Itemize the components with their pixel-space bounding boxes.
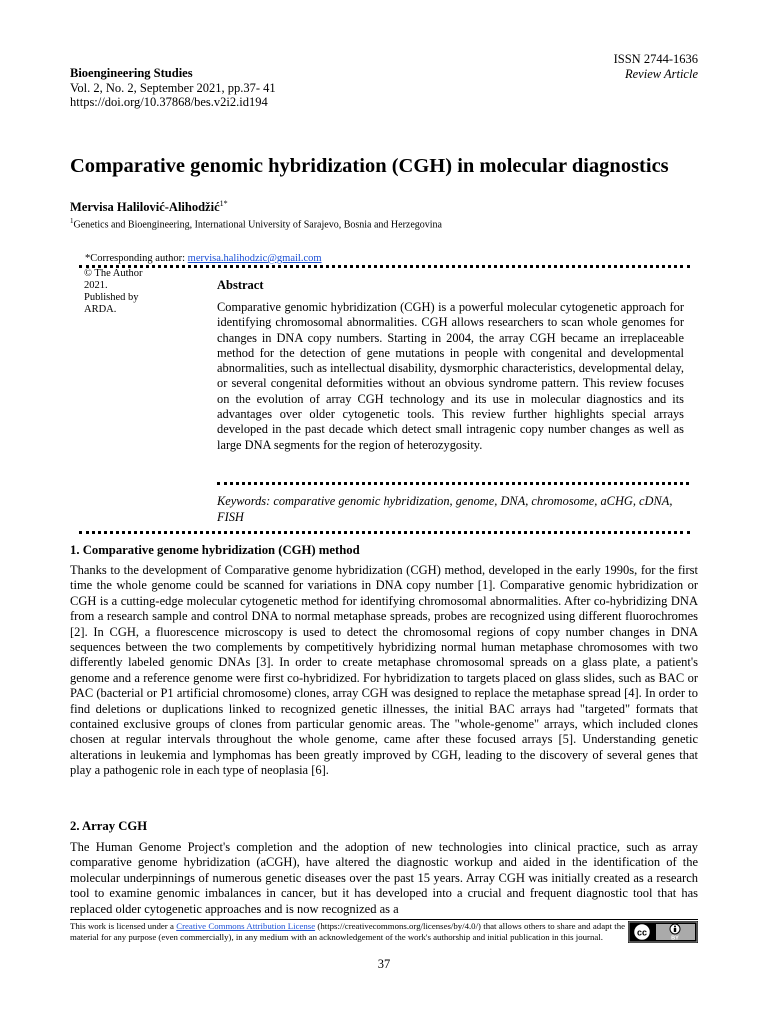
- section-2-body: The Human Genome Project's completion and the adoption of new technologies into clinical practice, such as array comparative genome hybridization (aCGH), have altered the diagnostic workup and aided in the identification of the molecular underpinnings of numerous genetic diseases over the past 15 years. Array CGH was initially created as a research tool to examine genomic imbalances in cancer, but it has developed into a crucial and frequent diagnostic tool that has replaced older cytogenetic approaches and is now recognized as a: [70, 840, 698, 916]
- section-2-heading: 2. Array CGH: [70, 819, 148, 833]
- section-1-heading: 1. Comparative genome hybridization (CGH) method: [70, 543, 360, 557]
- keywords: [217, 493, 687, 525]
- sidebar-line: ARDA.: [84, 304, 117, 315]
- divider-keywords: [217, 482, 689, 485]
- license-notice: [70, 921, 625, 943]
- author-name: Mervisa Halilović-Alihodžić: [70, 200, 220, 215]
- cc-badge-label: BY: [671, 935, 679, 942]
- page-number: 37: [377, 957, 391, 971]
- doi-link[interactable]: https://doi.org/10.37868/bes.v2i2.id194: [70, 95, 268, 109]
- license-prefix: This work is licensed under a: [70, 921, 177, 931]
- footer-rule: [70, 919, 698, 920]
- affiliation-mark: 1: [70, 217, 74, 225]
- license-link[interactable]: Creative Commons Attribution License: [176, 921, 316, 931]
- svg-text:cc: cc: [636, 927, 648, 938]
- sidebar-line: Published by: [84, 292, 139, 303]
- affiliation-text: Genetics and Bioengineering, International University of Sarajevo, Bosnia and Herzegovina: [73, 219, 442, 231]
- article-type: Review Article: [624, 67, 698, 81]
- abstract-heading: Abstract: [217, 278, 264, 292]
- sidebar-line: © The Author: [84, 268, 143, 279]
- section-1-body: Thanks to the development of Comparative genome hybridization (CGH) method, developed in the early 1990s, for the first time the whole genome could be scanned for variations in DNA copy number [1]. Comparative genomic hybridization or CGH is a cutting-edge molecular cytogenetic method for identifying chromosomal abnormalities. After co-hybridizing DNA from a research sample and control DNA to normal metaphase spreads, probes are recognized using different fluorochromes [2]. In CGH, a fluorescence microscopy is used to detect the chromosomal regions of copy number changes in DNA sequences between the two complements by competitively hybridizing normal human metaphase chromosomes with two differently labeled genomic DNAs [3]. In order to create metaphase chromosomal spreads on a glass plate, a patient's genome and a reference genome were first co-hybridized. For hybridization to targets placed on glass slides, such as BAC or PAC (bacterial or P1 artificial chromosome) clones, array CGH was designed to replace the metaphase spread [4]. In order to find deletions or duplications linked to recognized genetic illnesses, the initial BAC arrays had "targeted" formats that contained exclusive groups of clones from particular genomic areas. The "whole-genome" arrays, which included clones chosen at regular intervals throughout the whole genome, came after these focused arrays [5]. Understanding genetic alterations in leukemia and lymphomas has been greatly improved by CGH, leading to the discovery of several genes that play a pathogenic role in each type of neoplasia [6].: [70, 563, 698, 778]
- volume-info: Vol. 2, No. 2, September 2021, pp.37- 41: [70, 81, 276, 95]
- corresponding-author: [85, 253, 322, 264]
- journal-name: Bioengineering Studies: [70, 66, 193, 80]
- author-marks: 1*: [219, 199, 228, 208]
- abstract-text: Comparative genomic hybridization (CGH) is a powerful molecular cytogenetic approach for identifying chromosomal abnormalities. CGH allows researchers to scan whole genomes for changes in DNA copy numbers. Starting in 2004, the array CGH became an irreplaceable method for the detection of gene mutations in people with congenital and developmental abnormalities, such as intellectual disability, dysmorphic characteristics, developmental delay, or several congenital deformities without an obvious syndrome pattern. This review focuses on the evolution of array CGH technology and its use in molecular diagnostics and its advantages over older cytogenetic tools. This review further highlights special arrays developed in the past decade which detect small intragenic copy number changes as well as large DNA segments for the region of heterozygosity.: [217, 300, 684, 452]
- license-suffix: (https://creativecommons.org/licenses/by/4.0/) that allows others to share and adapt the material for any purpose (even commercially), in any medium with an acknowledgement of the work's authorship and initial publication in this journal.: [70, 921, 626, 943]
- divider-top: [79, 265, 690, 268]
- divider-bottom: [79, 531, 690, 534]
- keywords-label: Keywords: [217, 494, 267, 508]
- corresponding-email-link[interactable]: mervisa.halihodzic@gmail.com: [187, 253, 322, 264]
- cc-by-badge-svg: [628, 921, 698, 943]
- author: [70, 199, 228, 215]
- paper-title: Comparative genomic hybridization (CGH) in molecular diagnostics: [70, 155, 669, 177]
- corresponding-label: *Corresponding author:: [85, 253, 188, 264]
- sidebar-line: 2021.: [84, 280, 108, 291]
- copyright-sidebar: [84, 268, 164, 316]
- keywords-text: : comparative genomic hybridization, genome, DNA, chromosome, aCHG, cDNA, FISH: [217, 494, 673, 524]
- affiliation: [70, 217, 442, 230]
- cc-by-icon[interactable]: [628, 921, 698, 943]
- issn: ISSN 2744-1636: [613, 52, 698, 66]
